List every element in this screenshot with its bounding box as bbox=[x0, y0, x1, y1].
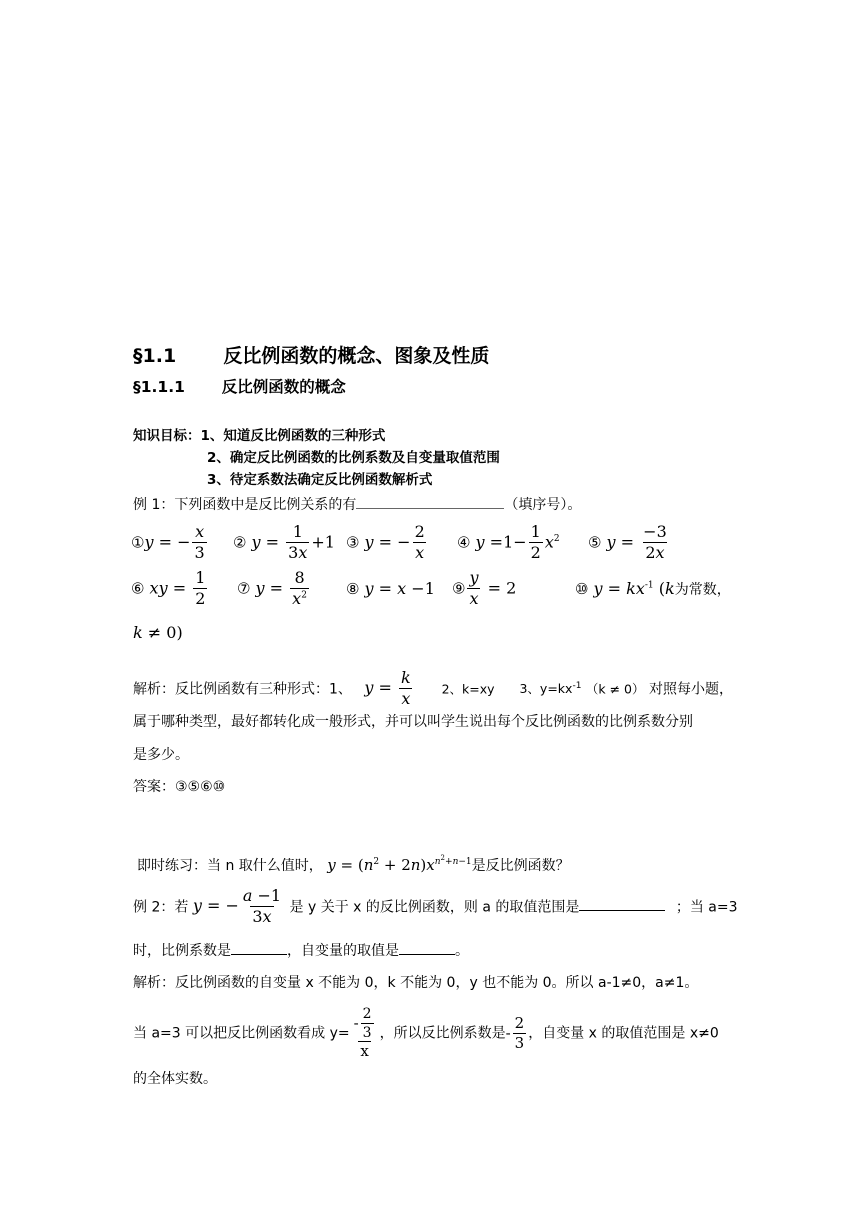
function-item: ③ y = − $\frac{2}{x}$ bbox=[346, 522, 425, 562]
analysis1-form2: 2、k=xy bbox=[441, 681, 495, 697]
example1-prompt: 例 1：下列函数中是反比例关系的有 bbox=[133, 497, 357, 513]
goal-item: 3、待定系数法确定反比例函数解析式 bbox=[207, 472, 433, 488]
answer-blank[interactable] bbox=[579, 896, 665, 911]
example2-prefix: 例 2：若 bbox=[133, 899, 189, 916]
practice-line: 即时练习：当 n 取什么值时， $y = (n^2 + 2n)x^{n^2+n-1}$是反比例函数？ bbox=[137, 854, 570, 874]
fraction: $\frac{2}{x}$ bbox=[414, 522, 425, 562]
fraction: $\frac{8}{x^2}$ bbox=[292, 568, 307, 608]
item-marker: ② bbox=[233, 533, 247, 552]
function-item: ④ y =1− $\frac{1}{2}$ $x^2$ bbox=[457, 522, 560, 562]
item-marker: ⑩ bbox=[575, 580, 589, 598]
fraction: $\frac{1}{2}$ bbox=[195, 568, 206, 608]
function-item: ⑥ xy = $\frac{1}{2}$ bbox=[131, 568, 206, 608]
analysis1-tail: 对照每小题， bbox=[648, 681, 733, 698]
analysis2-line2-a: 当 a=3 可以把反比例函数看成 y= bbox=[133, 1025, 350, 1042]
item-marker: ③ bbox=[346, 533, 360, 552]
function-item: ⑧ y = x −1 bbox=[346, 579, 435, 598]
example1-prompt-line bbox=[133, 494, 581, 514]
section-title: 反比例函数的概念、图象及性质 bbox=[223, 345, 490, 367]
function-item: ⑩ $y = kx^{-1}$ (k为常数， bbox=[575, 579, 731, 598]
item-marker: ⑤ bbox=[588, 533, 602, 552]
example2-line2-b: ，自变量的取值是 bbox=[287, 943, 399, 959]
item-marker: ⑧ bbox=[346, 580, 360, 598]
section-number: §1.1 bbox=[133, 345, 177, 367]
analysis2-line2-b: ，所以反比例系数是 bbox=[379, 1025, 506, 1042]
analysis2-line-1: 解析：反比例函数的自变量 x 不能为 0，k 不能为 0，y 也不能为 0。所以 a-1≠0，a≠1。 bbox=[133, 975, 699, 991]
example2-line2-a: 时，比例系数是 bbox=[133, 943, 231, 959]
analysis2-line2-c: ，自变量 x 的取值范围是 x≠0 bbox=[528, 1025, 719, 1042]
analysis1-line-3: 是多少。 bbox=[133, 747, 189, 763]
example2-line-2 bbox=[133, 940, 469, 960]
fraction: $\frac{k}{x}$ bbox=[401, 668, 411, 708]
section-heading bbox=[133, 341, 489, 368]
subsection-title: 反比例函数的概念 bbox=[221, 378, 346, 396]
practice-prefix: 即时练习：当 n 取什么值时， bbox=[137, 858, 323, 874]
function-item: ⑨ $\frac{y}{x}$ = 2 bbox=[452, 568, 517, 608]
fraction: $\frac{1}{3x}$ bbox=[288, 522, 308, 562]
fraction: $\frac{x}{3}$ bbox=[194, 522, 205, 562]
function-item: ② y = $\frac{1}{3x}$ +1 bbox=[233, 522, 335, 562]
function-item: ①y = − $\frac{x}{3}$ bbox=[131, 522, 205, 562]
subsection-number: §1.1.1 bbox=[133, 378, 185, 396]
analysis1-line-2: 属于哪种类型，最好都转化成一般形式，并可以叫学生说出每个反比例函数的比例系数分别 bbox=[133, 714, 693, 730]
example1-suffix: （填序号）。 bbox=[504, 497, 582, 513]
k-note: 为常数， bbox=[674, 582, 731, 598]
k-condition: k ≠ 0) bbox=[133, 623, 183, 642]
goals-line-1 bbox=[133, 424, 385, 444]
example2-tail: ；当 a=3 bbox=[675, 899, 738, 916]
function-item: ⑤ y = $\frac{-3}{2x}$ bbox=[588, 522, 667, 562]
analysis2-line-2: 当 a=3 可以把反比例函数看成 y= - $\frac{2}{3}$ x ，所以反比例系数是- $\frac{2}{3}$ ，自变量 x 的取值范围是 x≠0 bbox=[133, 1006, 719, 1061]
analysis1-prefix: 解析：反比例函数有三种形式：1、 bbox=[133, 681, 352, 698]
answer1: 答案：③⑤⑥⑩ bbox=[133, 779, 226, 795]
analysis1-form3: 3、y=kx bbox=[519, 681, 573, 697]
analysis1-line-1: 解析：反比例函数有三种形式：1、 y = $\frac{k}{x}$ 2、k=xy 3、$y=kx^{-1}$ （k ≠ 0） 对照每小题， bbox=[133, 668, 733, 708]
analysis1-form3-sup: -1 bbox=[572, 681, 582, 692]
analysis1-form3-cond: （k ≠ 0） bbox=[585, 681, 645, 697]
example2-mid: 是 y 关于 x 的反比例函数，则 a 的取值范围是 bbox=[289, 899, 580, 916]
fraction: $\frac{a -1}{3x}$ bbox=[242, 886, 282, 926]
goals-label: 知识目标： bbox=[133, 428, 201, 444]
item-marker: ⑨ bbox=[452, 579, 466, 598]
answer-blank[interactable] bbox=[399, 940, 455, 955]
function-item: ⑦ y = $\frac{8}{x^2}$ bbox=[237, 568, 307, 608]
goal-item: 2、确定反比例函数的比例系数及自变量取值范围 bbox=[207, 450, 500, 466]
item-marker: ① bbox=[131, 533, 145, 552]
item-marker: ④ bbox=[457, 533, 471, 552]
subsection-heading bbox=[133, 375, 346, 397]
example2-line-1: 例 2：若 y = − $\frac{a -1}{3x}$ 是 y 关于 x 的反比例函数，则 a 的取值范围是 ；当 a=3 bbox=[133, 886, 738, 926]
practice-suffix: 是反比例函数？ bbox=[471, 858, 570, 874]
answer-blank[interactable] bbox=[231, 940, 287, 955]
fraction: $\frac{y}{x}$ bbox=[469, 568, 479, 608]
item-marker: ⑦ bbox=[237, 579, 251, 598]
analysis2-line-3: 的全体实数。 bbox=[133, 1071, 217, 1087]
answer-blank[interactable] bbox=[356, 494, 504, 509]
goal-item: 1、知道反比例函数的三种形式 bbox=[200, 428, 386, 444]
item-marker: ⑥ bbox=[131, 579, 145, 598]
fraction: $\frac{1}{2}$ bbox=[530, 522, 541, 562]
compound-fraction: - $\frac{2}{3}$ x bbox=[353, 1006, 372, 1061]
example2-line2-c: 。 bbox=[455, 943, 469, 959]
fraction: $\frac{-3}{2x}$ bbox=[643, 522, 667, 562]
